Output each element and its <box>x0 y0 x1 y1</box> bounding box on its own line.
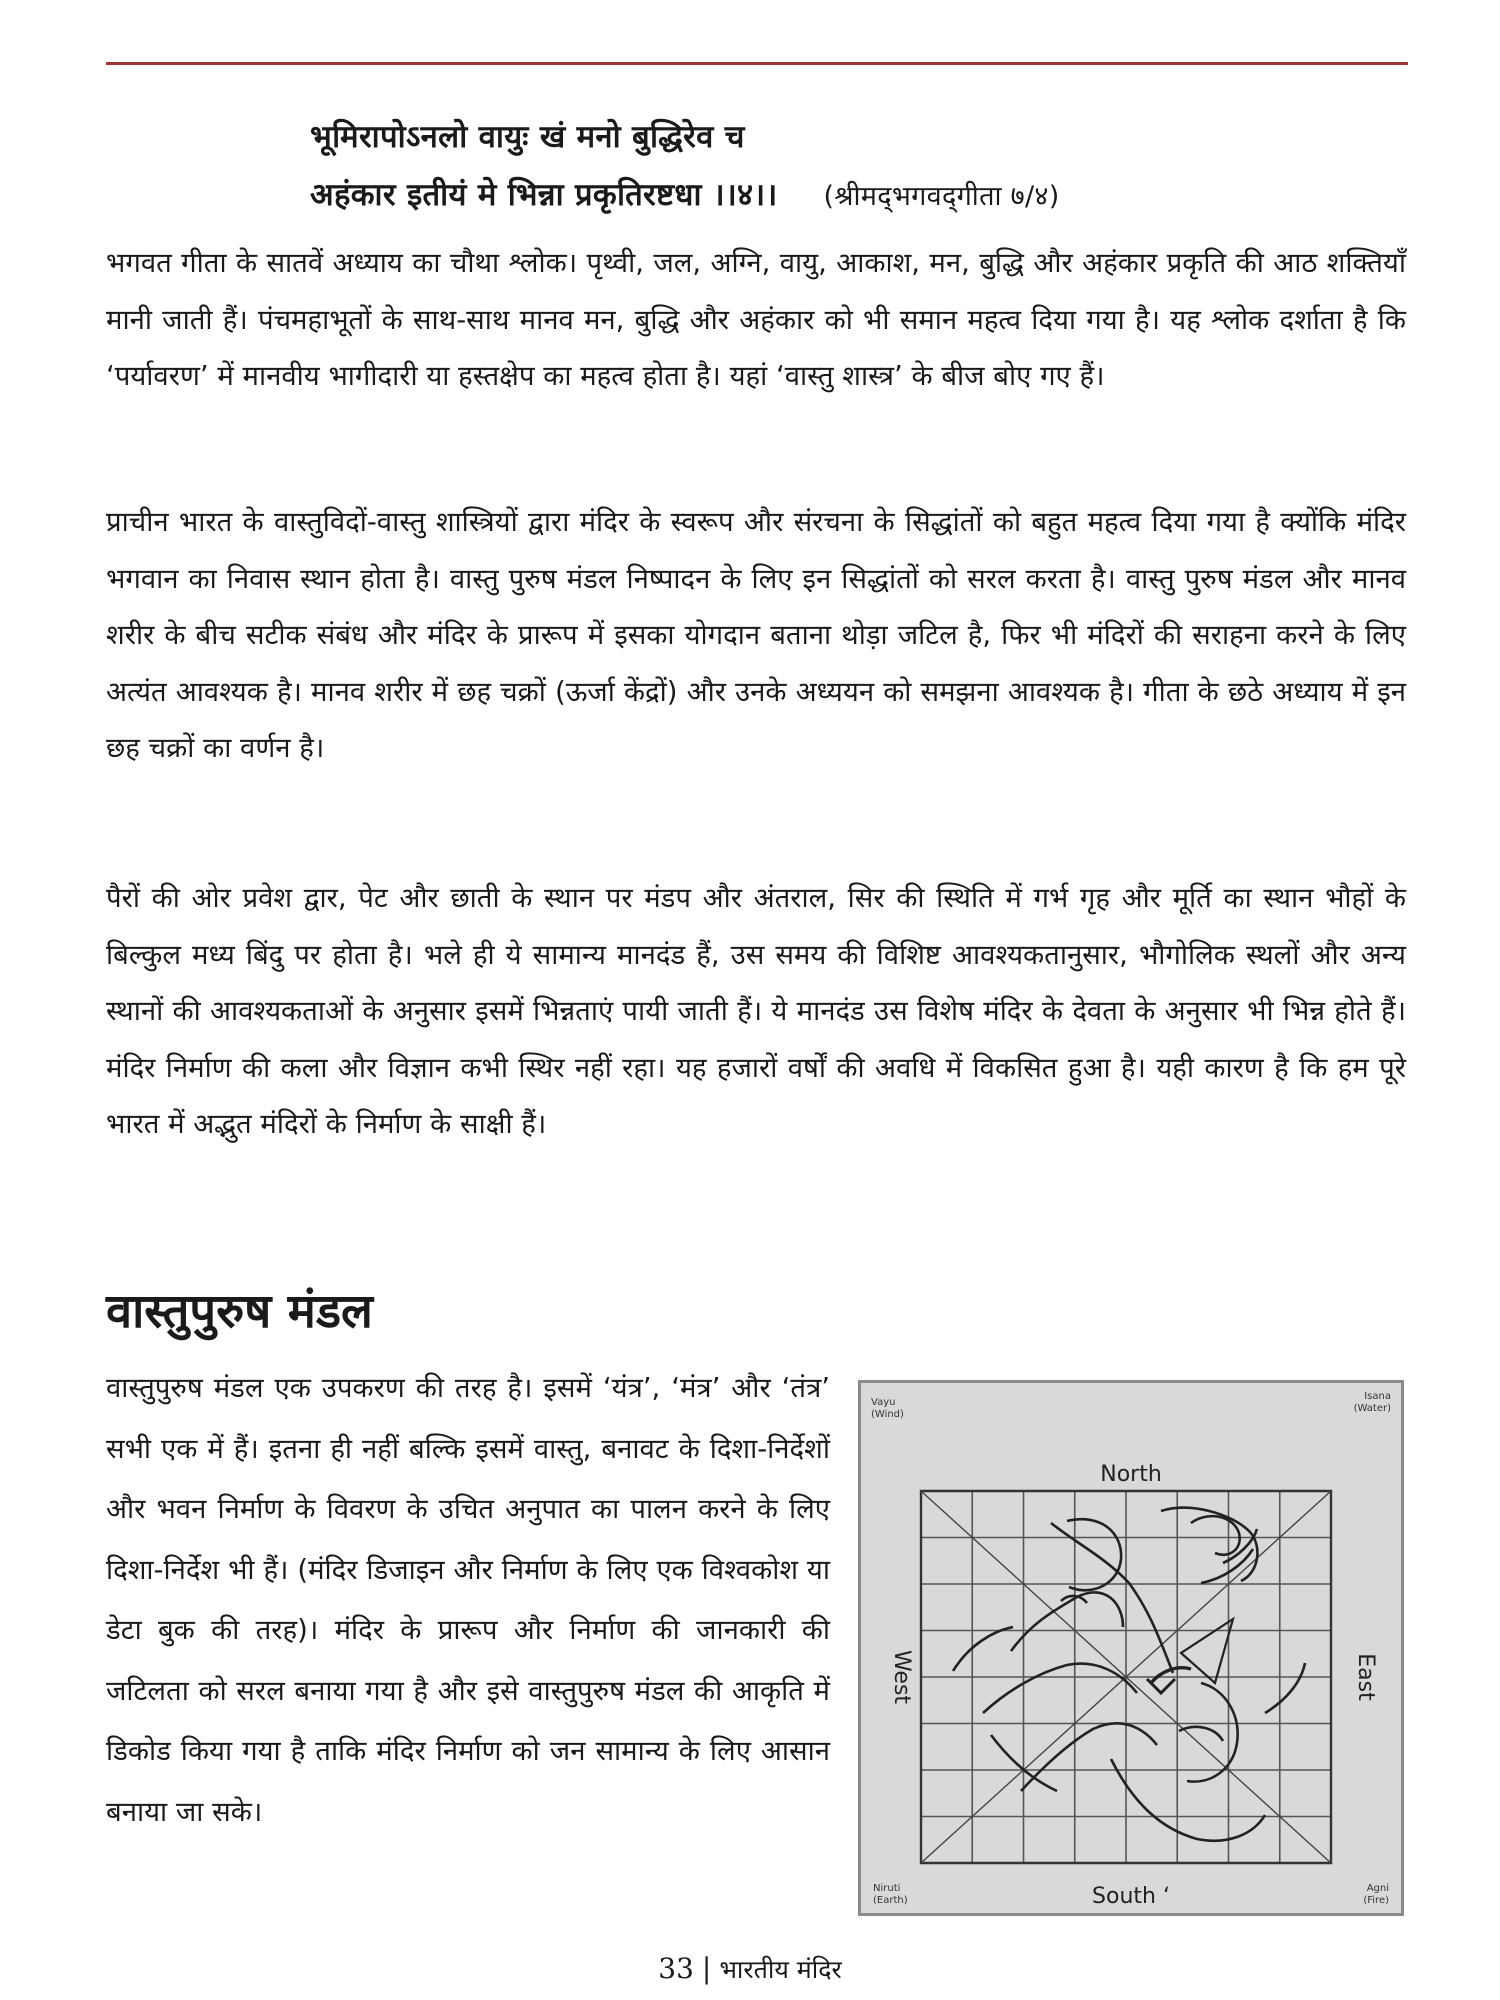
sw-label-1: Niruti <box>873 1883 901 1894</box>
verse-line-2 <box>310 166 1060 226</box>
paragraph-3 <box>106 870 1406 1173</box>
paragraph-1-text: भगवत गीता के सातवें अध्याय का चौथा श्लोक। पृथ्वी, जल, अग्नि, वायु, आकाश, मन, बुद्धि और अहंकार प्रकृति की आठ शक्तियाँ मानी जाती हैं। पंचमहाभूतों के साथ-साथ मानव मन, बुद्धि और अहंकार को भी समान महत्व दिया गया है। यह श्लोक दर्शाता है कि ‘पर्यावरण’ में मानवीय भागीदारी या हस्तक्षेप का महत्व होता है। यहां ‘वास्तु शास्त्र’ के बीज बोए गए हैं। <box>106 247 1406 392</box>
footer-separator: | <box>701 1952 712 1985</box>
west-label: West <box>889 1649 914 1705</box>
sanskrit-verse <box>310 108 1060 226</box>
verse-citation: (श्रीमद्‌भगवद्‌गीता ७/४) <box>823 181 1060 212</box>
south-label: South ‘ <box>1092 1884 1170 1909</box>
se-label-2: (Fire) <box>1363 1895 1389 1906</box>
ne-label-1: Isana <box>1364 1391 1391 1402</box>
paragraph-2-text: प्राचीन भारत के वास्तुविदों-वास्तु शास्त्रियों द्वारा मंदिर के स्वरूप और संरचना के सिद्धांतों को बहुत महत्व दिया गया है क्योंकि मंदिर भगवान का निवास स्थान होता है। वास्तु पुरुष मंडल निष्पादन के लिए इन सिद्धांतों को सरल करता है। वास्तु पुरुष मंडल और मानव शरीर के बीच सटीक संबंध और मंदिर के प्रारूप में इसका योगदान बताना थोड़ा जटिल है, फिर भी मंदिरों की सराहना करने के लिए अत्यंत आवश्यक है। मानव शरीर में छह चक्रों (ऊर्जा केंद्रों) और उनके अध्ययन को समझना आवश्यक है। गीता के छठे अध्याय में इन छह चक्रों का वर्णन है। <box>106 506 1406 764</box>
page-footer <box>0 1952 1500 1986</box>
section-heading: वास्तुपुरुष मंडल <box>106 1284 373 1339</box>
verse-line-1: भूमिरापोऽनलो वायुः खं मनो बुद्धिरेव च <box>310 119 745 155</box>
ne-label-2: (Water) <box>1353 1403 1391 1414</box>
east-label: East <box>1353 1653 1378 1701</box>
section-text-body: वास्तुपुरुष मंडल एक उपकरण की तरह है। इसमें ‘यंत्र’, ‘मंत्र’ और ‘तंत्र’ सभी एक में हैं। इतना ही नहीं बल्कि इसमें वास्तु, बनावट के दिशा-निर्देशों और भवन निर्माण के विवरण के उचित अनुपात का पालन करने के लिए दिशा-निर्देश भी हैं। (मंदिर डिजाइन और निर्माण के लिए एक विश्वकोश या डेटा बुक की तरह)। मंदिर के प्रारूप और निर्माण की जानकारी की जटिलता को सरल बनाया गया है और इसे वास्तुपुरुष मंडल की आकृति में डिकोड किया गया है ताकि मंदिर निर्माण को जन सामान्य के लिए आसान बनाया जा सके। <box>106 1372 830 1828</box>
mandala-drawing <box>861 1383 1401 1913</box>
paragraph-1 <box>106 235 1406 425</box>
north-label: North <box>1100 1462 1162 1487</box>
sw-label-2: (Earth) <box>873 1895 908 1906</box>
section-text <box>106 1358 830 1842</box>
footer-title: भारतीय मंदिर <box>719 1955 842 1984</box>
nw-label-2: (Wind) <box>871 1409 904 1420</box>
se-label-1: Agni <box>1366 1883 1389 1894</box>
header-rule <box>106 62 1408 65</box>
nw-label-1: Vayu <box>871 1397 896 1408</box>
vastu-purusha-mandala-figure <box>858 1380 1404 1916</box>
verse-line-2-text: अहंकार इतीयं मे भिन्ना प्रकृतिरष्टधा ।।४।। <box>310 177 778 213</box>
page-number: 33 <box>658 1952 694 1985</box>
paragraph-3-text: पैरों की ओर प्रवेश द्वार, पेट और छाती के स्थान पर मंडप और अंतराल, सिर की स्थिति में गर्भ गृह और मूर्ति का स्थान भौहों के बिल्कुल मध्य बिंदु पर होता है। भले ही ये सामान्य मानदंड हैं, उस समय की विशिष्ट आवश्यकतानुसार, भौगोलिक स्थलों और अन्य स्थानों की आवश्यकताओं के अनुसार इसमें भिन्नताएं पायी जाती हैं। ये मानदंड उस विशेष मंदिर के देवता के अनुसार भी भिन्न होते हैं। मंदिर निर्माण की कला और विज्ञान कभी स्थिर नहीं रहा। यह हजारों वर्षों की अवधि में विकसित हुआ है। यही कारण है कि हम पूरे भारत में अद्भुत मंदिरों के निर्माण के साक्षी हैं। <box>106 882 1406 1140</box>
paragraph-2 <box>106 494 1406 797</box>
